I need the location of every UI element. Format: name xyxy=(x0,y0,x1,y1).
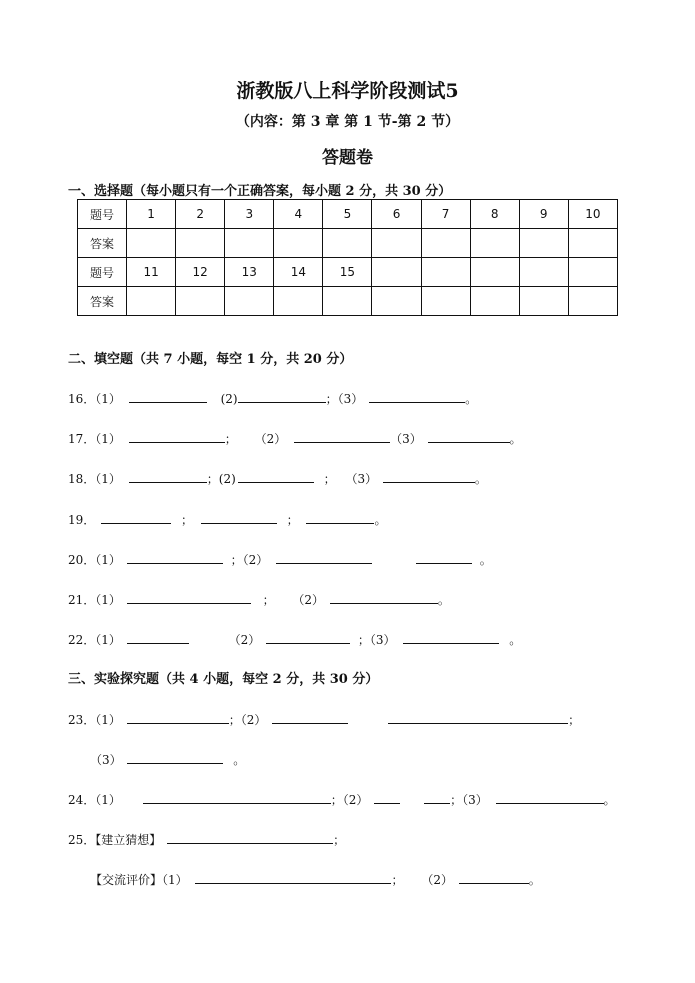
answer-blank[interactable] xyxy=(496,790,604,804)
separator: ； xyxy=(357,633,370,647)
answer-blank[interactable] xyxy=(238,469,314,483)
part-label: （1） xyxy=(95,793,121,807)
answer-cell[interactable] xyxy=(421,287,470,316)
answer-cell[interactable] xyxy=(421,229,470,258)
answer-cell[interactable] xyxy=(274,287,323,316)
answer-cell[interactable] xyxy=(372,287,421,316)
end-mark: 。 xyxy=(465,392,478,406)
part-label: （3） xyxy=(337,392,364,406)
part-label: （1） xyxy=(95,713,121,727)
answer-blank[interactable] xyxy=(201,510,277,524)
question-25-continued xyxy=(90,870,541,888)
separator: ； xyxy=(450,793,463,807)
question-number xyxy=(421,258,470,287)
part-label: （2） xyxy=(421,873,453,887)
question-number: 3 xyxy=(225,200,274,229)
answer-blank[interactable] xyxy=(276,550,372,564)
end-mark: 。 xyxy=(603,793,616,807)
table-row xyxy=(78,287,618,316)
question-number: 4 xyxy=(274,200,323,229)
question-23 xyxy=(68,710,580,728)
question-number: 7 xyxy=(421,200,470,229)
answer-blank[interactable] xyxy=(424,790,450,804)
part-label: （1） xyxy=(162,873,188,887)
question-24 xyxy=(68,790,616,808)
separator: ； xyxy=(224,432,237,446)
section3-heading: 三、实验探究题（共 4 小题，每空 2 分，共 30 分） xyxy=(68,672,379,687)
question-number: 9 xyxy=(519,200,568,229)
part-label: （2） xyxy=(342,793,369,807)
answer-blank[interactable] xyxy=(388,710,568,724)
question-23-continued xyxy=(90,750,245,768)
answer-blank[interactable] xyxy=(127,710,229,724)
question-18 xyxy=(68,469,487,487)
answer-cell[interactable] xyxy=(372,229,421,258)
question-25 xyxy=(68,830,345,848)
question-19 xyxy=(68,510,386,528)
part-label: （3） xyxy=(390,432,422,446)
answer-cell[interactable] xyxy=(519,229,568,258)
part-label: （1） xyxy=(95,392,121,406)
part-label: （3） xyxy=(345,472,378,486)
label-evaluation: 【交流评价】 xyxy=(90,873,163,887)
part-label: （2） xyxy=(292,593,325,607)
question-number: 20． xyxy=(68,553,96,567)
table-row xyxy=(78,200,618,229)
row-label-answer: 答案 xyxy=(78,287,127,316)
end-mark: 。 xyxy=(233,753,246,767)
end-mark: 。 xyxy=(528,873,541,887)
separator: ； xyxy=(330,793,343,807)
part-label: （1） xyxy=(95,593,121,607)
answer-blank[interactable] xyxy=(369,389,465,403)
answer-blank[interactable] xyxy=(238,389,326,403)
question-number: 13 xyxy=(225,258,274,287)
separator: ； xyxy=(568,713,581,727)
part-label: （3） xyxy=(90,753,122,767)
answer-blank[interactable] xyxy=(143,790,331,804)
separator: ； xyxy=(325,392,338,406)
question-number: 8 xyxy=(470,200,519,229)
part-label: （2） xyxy=(240,713,267,727)
separator: ； xyxy=(391,873,404,887)
answer-blank[interactable] xyxy=(129,469,207,483)
table-row xyxy=(78,229,618,258)
question-number: 6 xyxy=(372,200,421,229)
row-label-answer: 答案 xyxy=(78,229,127,258)
answer-blank[interactable] xyxy=(129,429,225,443)
answer-cell[interactable] xyxy=(225,229,274,258)
question-number: 14 xyxy=(274,258,323,287)
answer-cell[interactable] xyxy=(274,229,323,258)
end-mark: 。 xyxy=(474,472,487,486)
question-number: 11 xyxy=(127,258,176,287)
answer-cell[interactable] xyxy=(470,287,519,316)
section2-heading: 二、填空题（共 7 小题，每空 1 分，共 20 分） xyxy=(68,352,353,367)
answer-cell[interactable] xyxy=(323,287,372,316)
separator: ； xyxy=(206,472,219,486)
part-label: (2) xyxy=(220,392,238,406)
answer-blank[interactable] xyxy=(127,750,223,764)
question-number: 24． xyxy=(68,793,96,807)
question-16 xyxy=(68,389,477,407)
table-row xyxy=(78,258,618,287)
part-label: （3） xyxy=(369,633,396,647)
answer-blank[interactable] xyxy=(428,429,510,443)
question-number xyxy=(372,258,421,287)
part-label: （1） xyxy=(95,553,121,567)
question-number: 22． xyxy=(68,633,96,647)
answer-table xyxy=(77,199,618,316)
answer-blank[interactable] xyxy=(403,630,499,644)
question-number xyxy=(519,258,568,287)
answer-cell[interactable] xyxy=(568,229,617,258)
question-20 xyxy=(68,550,492,568)
answer-cell[interactable] xyxy=(568,287,617,316)
section1-heading: 一、选择题（每小题只有一个正确答案，每小题 2 分，共 30 分） xyxy=(68,184,452,199)
answer-blank[interactable] xyxy=(330,590,438,604)
part-label: （1） xyxy=(95,432,121,446)
end-mark: 。 xyxy=(509,633,522,647)
answer-blank[interactable] xyxy=(167,830,333,844)
answer-cell[interactable] xyxy=(225,287,274,316)
question-number: 21． xyxy=(68,593,96,607)
answer-cell[interactable] xyxy=(127,287,176,316)
separator: ； xyxy=(323,472,336,486)
question-number: 10 xyxy=(568,200,617,229)
answer-blank[interactable] xyxy=(101,510,171,524)
answer-cell[interactable] xyxy=(176,287,225,316)
row-label-number: 题号 xyxy=(78,258,127,287)
end-mark: 。 xyxy=(509,432,522,446)
separator: ； xyxy=(262,593,275,607)
question-number: 17． xyxy=(68,432,96,446)
answer-blank[interactable] xyxy=(374,790,400,804)
end-mark: 。 xyxy=(479,553,492,567)
question-number: 12 xyxy=(176,258,225,287)
question-number xyxy=(568,258,617,287)
answer-cell[interactable] xyxy=(176,229,225,258)
separator: ； xyxy=(180,513,193,527)
question-number: 5 xyxy=(323,200,372,229)
question-22 xyxy=(68,630,521,648)
separator: ； xyxy=(228,713,241,727)
answer-blank[interactable] xyxy=(294,429,390,443)
answer-blank[interactable] xyxy=(383,469,475,483)
question-number: 23． xyxy=(68,713,96,727)
answer-blank[interactable] xyxy=(272,710,348,724)
part-label: （1） xyxy=(95,633,121,647)
part-label: （2） xyxy=(228,633,261,647)
part-label: (2) xyxy=(218,472,236,486)
part-label: （2） xyxy=(254,432,287,446)
question-number: 25． xyxy=(68,833,96,847)
question-number: 18． xyxy=(68,472,96,486)
page-subtitle: （内容：第 3 章 第 1 节-第 2 节） xyxy=(235,114,460,130)
answer-blank[interactable] xyxy=(127,630,189,644)
answer-cell[interactable] xyxy=(470,229,519,258)
question-number xyxy=(470,258,519,287)
row-label-number: 题号 xyxy=(78,200,127,229)
question-number: 16． xyxy=(68,392,96,406)
answer-blank[interactable] xyxy=(416,550,472,564)
question-number: 1 xyxy=(127,200,176,229)
question-number: 2 xyxy=(176,200,225,229)
separator: ； xyxy=(286,513,299,527)
separator: ； xyxy=(333,833,346,847)
answer-blank[interactable] xyxy=(306,510,374,524)
question-17 xyxy=(68,429,522,447)
page-title: 浙教版八上科学阶段测试5 xyxy=(236,80,459,102)
answer-cell[interactable] xyxy=(323,229,372,258)
label-hypothesis: 【建立猜想】 xyxy=(95,833,162,847)
end-mark: 。 xyxy=(374,513,387,527)
answer-blank[interactable] xyxy=(129,389,207,403)
sheet-title: 答题卷 xyxy=(322,148,373,168)
part-label: （2） xyxy=(242,553,269,567)
end-mark: 。 xyxy=(437,593,450,607)
answer-blank[interactable] xyxy=(459,870,529,884)
part-label: （1） xyxy=(95,472,121,486)
answer-blank[interactable] xyxy=(127,590,251,604)
answer-blank[interactable] xyxy=(266,630,350,644)
question-21 xyxy=(68,590,450,608)
answer-cell[interactable] xyxy=(127,229,176,258)
question-number: 15 xyxy=(323,258,372,287)
separator: ； xyxy=(230,553,243,567)
question-number: 19． xyxy=(68,513,96,527)
part-label: （3） xyxy=(462,793,488,807)
answer-cell[interactable] xyxy=(519,287,568,316)
answer-blank[interactable] xyxy=(127,550,223,564)
answer-blank[interactable] xyxy=(195,870,391,884)
